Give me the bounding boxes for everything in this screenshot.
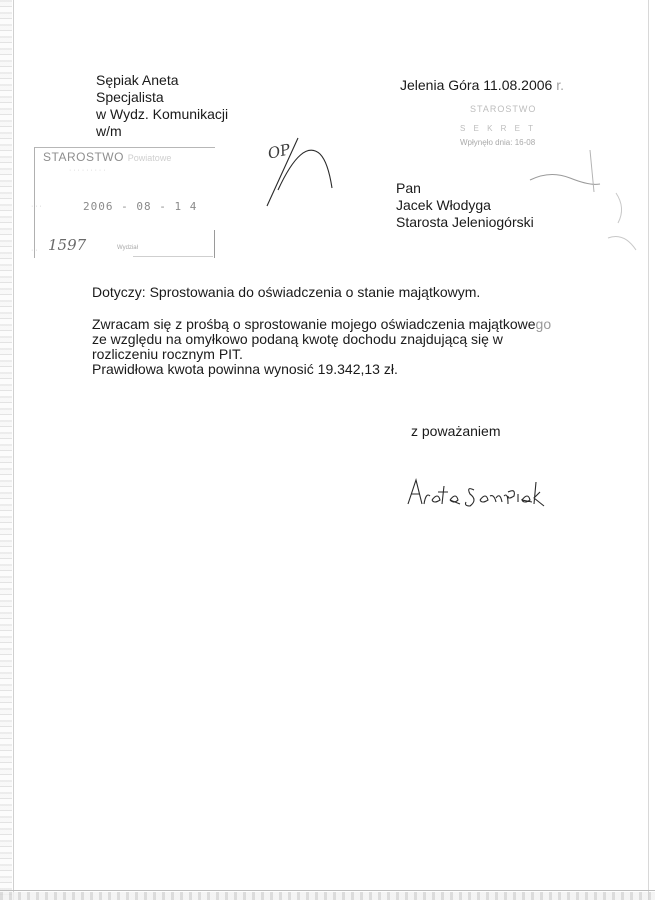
scan-bottom-line (0, 890, 655, 891)
registry-stamp-title-text: STAROSTWO (43, 150, 124, 164)
receipt-stamp-line3: Wpłynęło dnia: 16-08 (460, 138, 536, 147)
place-date (400, 77, 564, 94)
sender-department: w Wydz. Komunikacji (96, 106, 229, 122)
sender-block (96, 72, 228, 140)
registry-stamp-border (214, 230, 215, 258)
closing-phrase: z poważaniem (411, 423, 501, 439)
margin-scribble (596, 188, 646, 258)
addressee-title: Starosta Jeleniogórski (396, 214, 534, 230)
registry-stamp-dept-label: Wydział (117, 245, 138, 251)
place-date-text: Jelenia Góra 11.08.2006 (400, 77, 553, 93)
body-line-3: rozliczeniu rocznym PIT. (92, 346, 243, 362)
registry-stamp-title-faint: Powiatowe (127, 153, 172, 163)
annotation-text: OP (266, 140, 292, 163)
registry-stamp-date-prefix: · · · (31, 203, 42, 210)
sender-name: Sępiak Aneta (96, 72, 179, 88)
scan-right-edge (648, 0, 649, 900)
body-line-4: Prawidłowa kwota powinna wynosić 19.342,13 zł. (92, 361, 398, 377)
registry-stamp (31, 147, 215, 258)
registry-stamp-title (43, 150, 171, 164)
registry-stamp-nr-prefix: · · (31, 247, 38, 254)
scan-left-edge (0, 0, 12, 900)
sender-position: Specjalista (96, 89, 164, 105)
letter-body (92, 316, 551, 376)
registry-stamp-bottom-line (133, 256, 213, 257)
body-line-2: ze względu na omyłkowo podaną kwotę dochodu znajdującą się w (92, 331, 503, 347)
scan-bottom-edge (0, 892, 655, 900)
addressee-salutation: Pan (396, 180, 421, 196)
body-line-1 (92, 316, 551, 331)
receipt-stamp-line1: STAROSTWO (470, 104, 537, 114)
scan-left-line (13, 0, 14, 900)
registry-stamp-number: 1597 (48, 236, 87, 254)
signature (404, 474, 564, 514)
registry-stamp-date: 2006 - 08 - 1 4 (83, 200, 198, 213)
body-line-1-faded: go (535, 316, 552, 332)
sender-abbrev: w/m (96, 123, 122, 139)
receipt-stamp-line2: S E K R E T (460, 124, 536, 133)
handwritten-annotation (262, 128, 342, 213)
addressee-block (396, 180, 534, 231)
addressee-name: Jacek Włodyga (396, 197, 491, 213)
body-line-1-text: Zwracam się z prośbą o sprostowanie mojego oświadczenia majątkowe (92, 316, 536, 332)
subject-line: Dotyczy: Sprostowania do oświadczenia o stanie majątkowym. (92, 284, 481, 300)
registry-stamp-faint-line: · · · · · · · · · (69, 167, 106, 174)
place-date-suffix: r. (552, 77, 564, 93)
